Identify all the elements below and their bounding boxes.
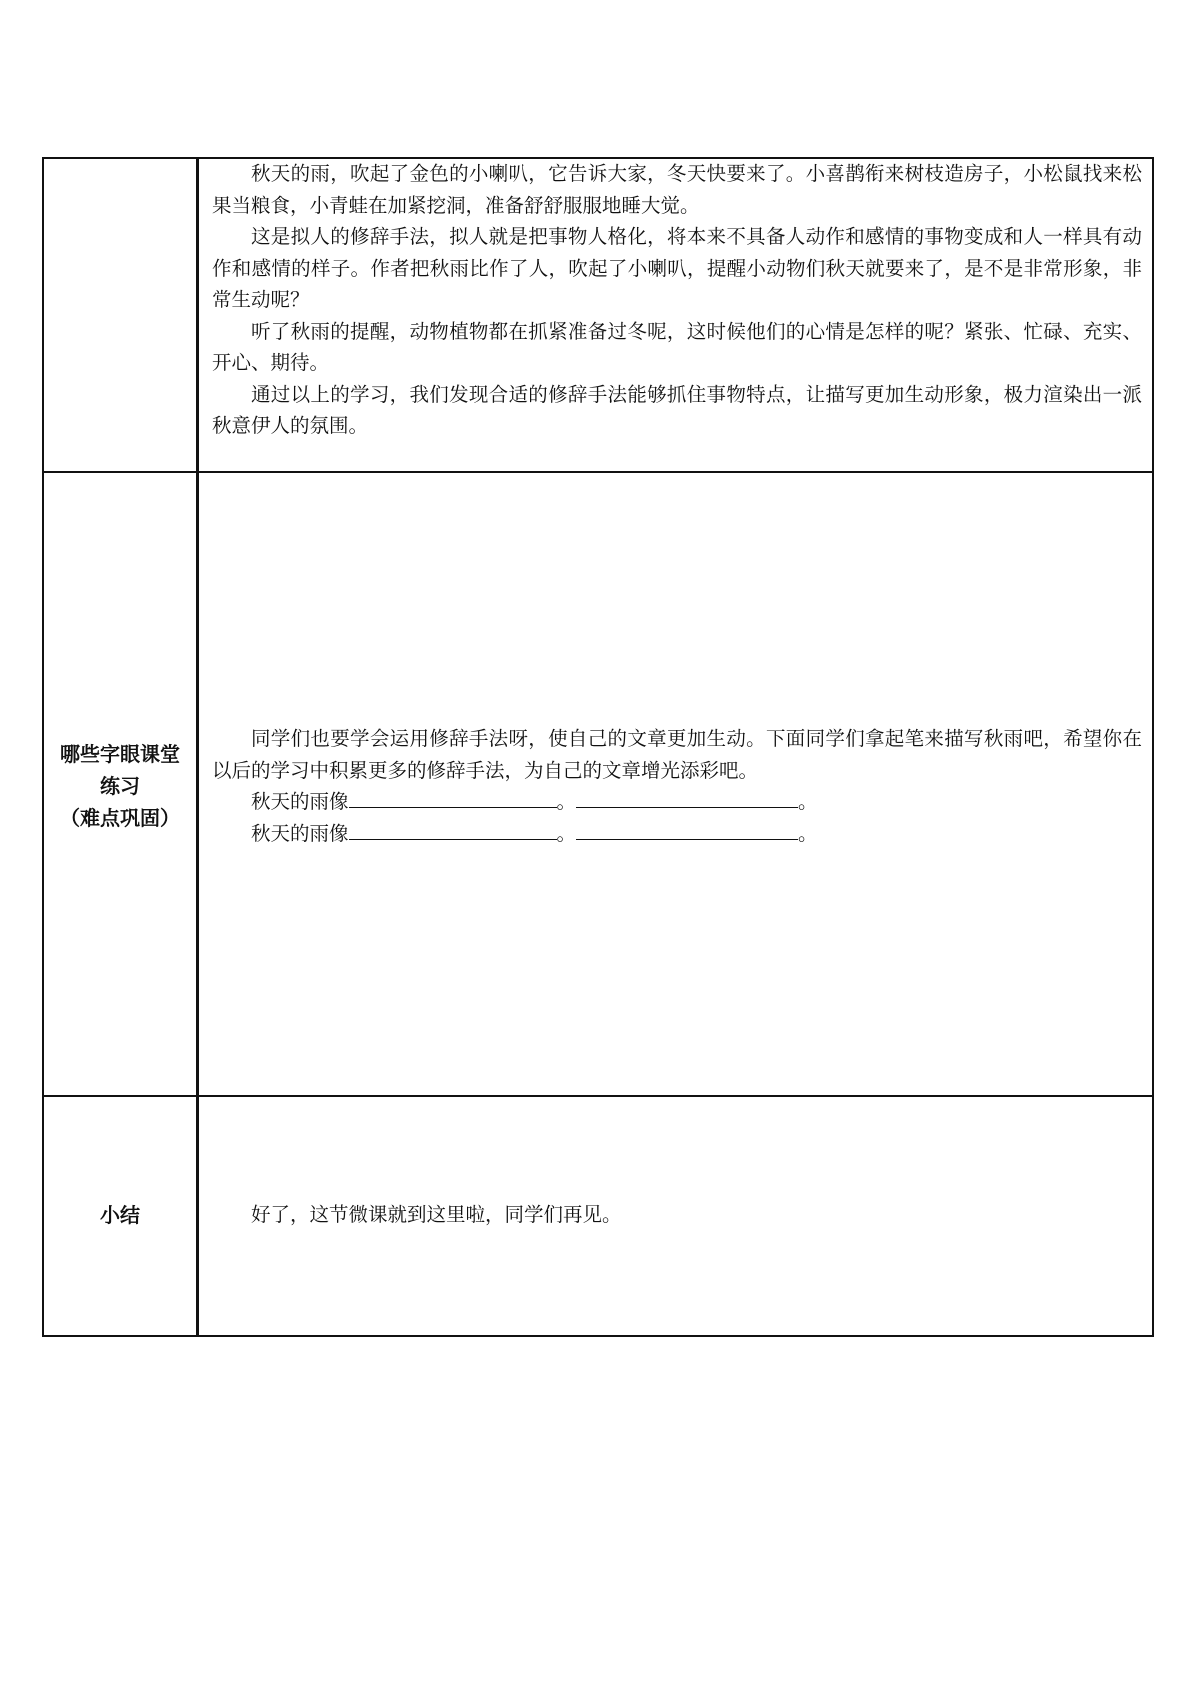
table-border-bottom [42, 1335, 1154, 1337]
row2-label-line: 练习 [100, 774, 140, 798]
row-divider-1 [42, 471, 1154, 473]
fill-punct: 。 [798, 821, 818, 845]
row2-label-line: （难点巩固） [60, 806, 180, 830]
column-divider [196, 157, 199, 1337]
row1-paragraph: 听了秋雨的提醒，动物植物都在抓紧准备过冬呢，这时候他们的心情是怎样的呢？紧张、忙碌、充实、开心、期待。 [212, 319, 1142, 374]
row2-label-line: 哪些字眼课堂 [60, 742, 180, 766]
fill-punct: 。 [556, 821, 577, 845]
fill-prefix: 秋天的雨像 [251, 790, 349, 813]
fill-punct: 。 [556, 790, 577, 813]
fill-blank[interactable] [576, 819, 798, 840]
row1-content [212, 158, 1142, 442]
fill-blank[interactable] [349, 819, 557, 840]
table-border-right [1152, 157, 1154, 1337]
row3-content [212, 1199, 1142, 1231]
fill-prefix: 秋天的雨像 [251, 821, 349, 845]
fill-line [212, 786, 1142, 818]
exercise-intro: 同学们也要学会运用修辞手法呀，使自己的文章更加生动。下面同学们拿起笔来描写秋雨吧，希望你在以后的学习中积累更多的修辞手法，为自己的文章增光添彩吧。 [212, 727, 1142, 782]
fill-blank[interactable] [576, 787, 798, 808]
row-divider-2 [42, 1095, 1154, 1097]
row1-paragraph: 通过以上的学习，我们发现合适的修辞手法能够抓住事物特点，让描写更加生动形象，极力渲染出一派秋意伊人的氛围。 [212, 382, 1142, 437]
row1-paragraph: 这是拟人的修辞手法，拟人就是把事物人格化，将本来不具备人动作和感情的事物变成和人一样具有动作和感情的样子。作者把秋雨比作了人，吹起了小喇叭，提醒小动物们秋天就要来了，是不是非常形象，非常生动呢？ [212, 225, 1142, 311]
row2-label [44, 738, 196, 834]
row2-content [212, 723, 1142, 849]
summary-text: 好了，这节微课就到这里啦，同学们再见。 [251, 1203, 622, 1226]
row1-paragraph: 秋天的雨，吹起了金色的小喇叭，它告诉大家，冬天快要来了。小喜鹊衔来树枝造房子，小松鼠找来松果当粮食，小青蛙在加紧挖洞，准备舒舒服服地睡大觉。 [212, 162, 1142, 217]
fill-blank[interactable] [349, 787, 557, 808]
fill-line [212, 818, 1142, 850]
fill-punct: 。 [798, 790, 818, 813]
row3-label: 小结 [100, 1203, 140, 1227]
